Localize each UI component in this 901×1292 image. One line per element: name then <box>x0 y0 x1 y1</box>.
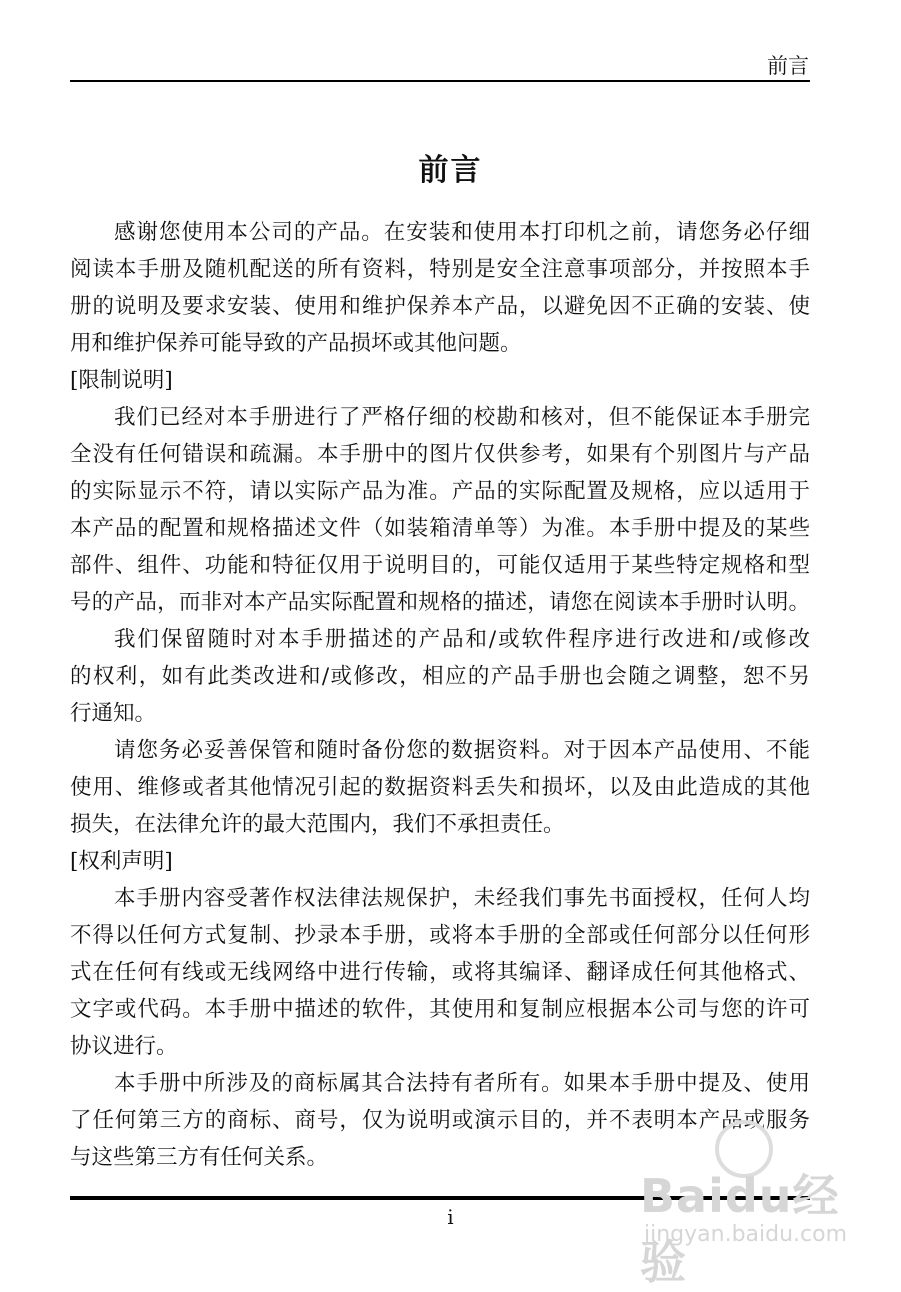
paragraph-line: 与这些第三方有任何关系。 <box>70 1145 329 1170</box>
page-number: i <box>447 1205 454 1229</box>
paragraph-line: 我们保留随时对本手册描述的产品和/或软件程序进行改进和/或修改 <box>114 627 810 652</box>
paragraph-line: 的实际显示不符，请以实际产品为准。产品的实际配置及规格，应以适用于 <box>70 479 810 504</box>
paragraph-line: 部件、组件、功能和特征仅用于说明目的，可能仅适用于某些特定规格和型 <box>70 553 810 578</box>
paragraph-line: 的权利，如有此类改进和/或修改，相应的产品手册也会随之调整，恕不另 <box>70 664 810 689</box>
watermark-brand: Baidu经验 <box>640 1169 840 1289</box>
paragraph-line: 行通知。 <box>70 701 157 726</box>
document-body <box>70 214 810 1176</box>
paragraph-line: 我们已经对本手册进行了严格仔细的校勘和核对，但不能保证本手册完 <box>114 405 810 430</box>
paragraph-line: 阅读本手册及随机配送的所有资料，特别是安全注意事项部分，并按照本手 <box>70 257 810 282</box>
paragraph-line: 号的产品，而非对本产品实际配置和规格的描述，请您在阅读本手册时认明。 <box>70 590 810 615</box>
baidu-watermark <box>640 1150 870 1289</box>
paragraph-line: 感谢您使用本公司的产品。在安装和使用本打印机之前，请您务必仔细 <box>114 220 810 245</box>
paragraph-line: 册的说明及要求安装、使用和维护保养本产品，以避免因不正确的安装、使 <box>70 294 810 319</box>
paragraph <box>70 214 810 362</box>
paragraph-line: 本产品的配置和规格描述文件（如装箱清单等）为准。本手册中提及的某些 <box>70 516 810 541</box>
paragraph <box>70 399 810 621</box>
paragraph-line: 全没有任何错误和疏漏。本手册中的图片仅供参考，如果有个别图片与产品 <box>70 442 810 467</box>
paragraph-line: 损失，在法律允许的最大范围内，我们不承担责任。 <box>70 812 565 837</box>
paragraph-line: 本手册中所涉及的商标属其合法持有者所有。如果本手册中提及、使用 <box>114 1071 810 1096</box>
paragraph-line: 文字或代码。本手册中描述的软件，其使用和复制应根据本公司与您的许可 <box>70 997 810 1022</box>
paragraph <box>70 880 810 1065</box>
section-heading: [限制说明] <box>70 368 173 393</box>
paragraph <box>70 732 810 843</box>
paragraph-line: 请您务必妥善保管和随时备份您的数据资料。对于因本产品使用、不能 <box>114 738 810 763</box>
paragraph-line: 了任何第三方的商标、商号，仅为说明或演示目的，并不表明本产品或服务 <box>70 1108 810 1133</box>
section-heading: [权利声明] <box>70 849 173 874</box>
paragraph-line: 用和维护保养可能导致的产品损坏或其他问题。 <box>70 331 522 356</box>
watermark-url: jingyan.baidu.com <box>644 1222 848 1247</box>
header-rule <box>70 80 810 82</box>
paragraph-line: 不得以任何方式复制、抄录本手册，或将本手册的全部或任何部分以任何形 <box>70 923 810 948</box>
paragraph-line: 式在任何有线或无线网络中进行传输，或将其编译、翻译成任何其他格式、 <box>70 960 810 985</box>
paragraph-line: 本手册内容受著作权法律法规保护，未经我们事先书面授权，任何人均 <box>114 886 810 911</box>
paragraph-line: 使用、维修或者其他情况引起的数据资料丢失和损坏，以及由此造成的其他 <box>70 775 810 800</box>
running-header: 前言 <box>767 54 809 78</box>
paragraph <box>70 621 810 732</box>
page-title: 前言 <box>418 153 483 188</box>
paragraph-line: 协议进行。 <box>70 1034 178 1059</box>
